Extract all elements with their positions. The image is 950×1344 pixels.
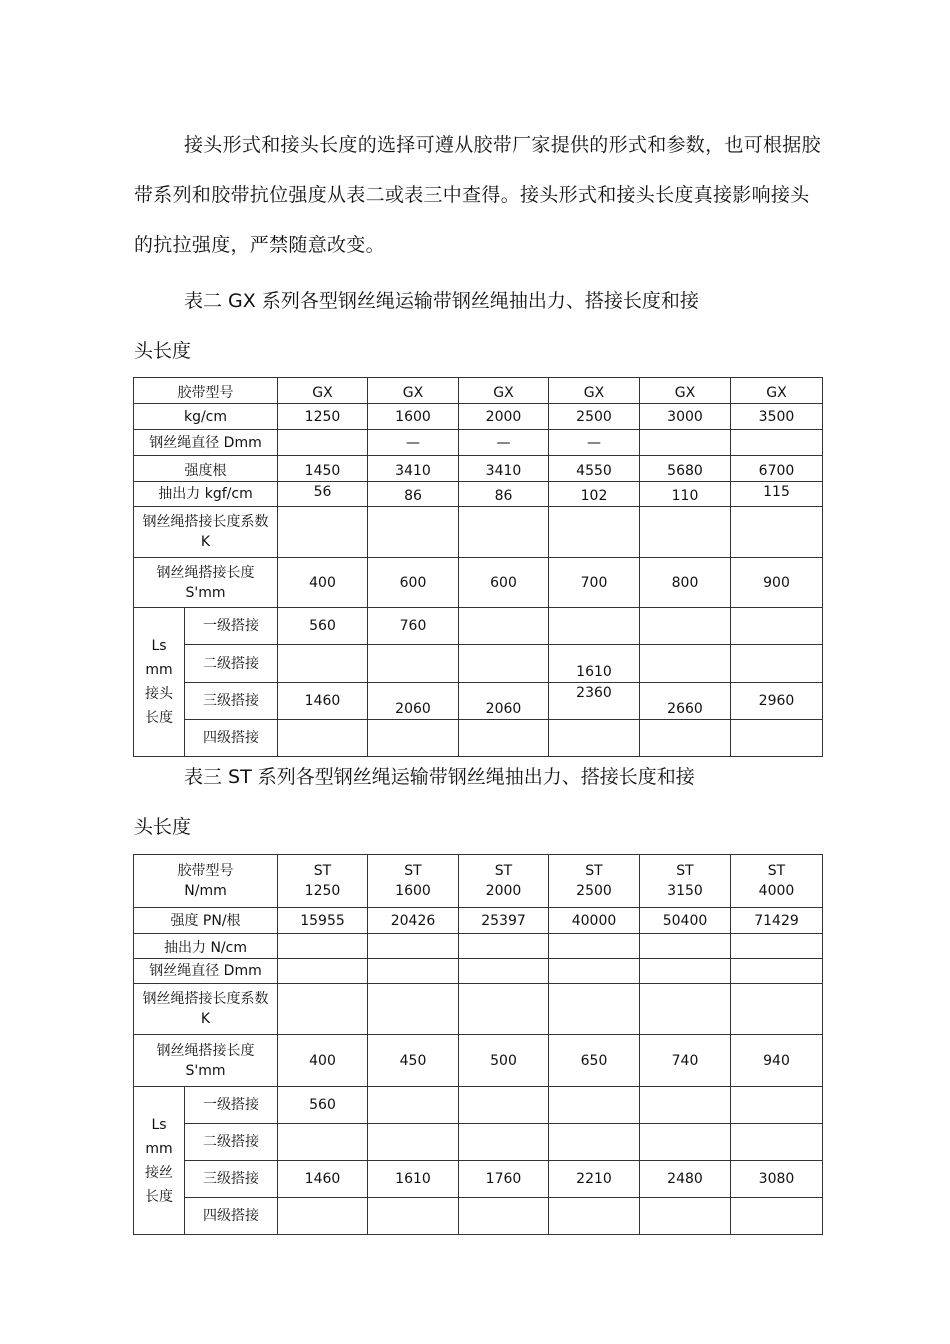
stage2-cell [640,1124,731,1161]
stage1-cell: 560 [278,1087,368,1124]
table-row [134,1198,823,1235]
stage1-cell [640,608,731,645]
stage2-cell [640,645,731,683]
pull-cell: 102 [549,482,640,507]
strength-cell: 1450 [278,456,368,482]
overlap-cell: 600 [459,558,549,608]
model-cell [459,855,549,908]
overlap-label-line1: 钢丝绳搭接长度 [156,564,255,581]
pull-cell [640,934,731,959]
k-cell [278,507,368,558]
diameter-label: 钢丝绳直径 Dmm [134,959,278,984]
group-label-line: 长度 [145,710,173,726]
table3 [133,854,823,1235]
strength-cell: 6700 [731,456,823,482]
stage3-cell: 2060 [368,683,459,720]
stage1-cell [549,1087,640,1124]
series-text: ST [494,863,513,879]
group-label-line: 长度 [145,1188,173,1205]
strength-cell: 71429 [731,908,823,934]
overlap-cell: 740 [640,1035,731,1087]
stage3-cell: 1760 [459,1161,549,1198]
strength-cell: 5680 [640,456,731,482]
stage4-cell [731,1198,823,1235]
series-cell: GX [731,378,823,404]
k-cell [368,984,459,1035]
table3-caption [134,752,824,852]
table-row [134,984,823,1035]
k-cell [368,507,459,558]
stage3-cell: 2360 [549,683,640,720]
stage2-label: 二级搭接 [185,1124,278,1161]
stage3-cell: 2960 [731,683,823,720]
model-cell [278,855,368,908]
series-text: ST [676,863,694,879]
table-row [134,1161,823,1198]
table-row [134,482,823,507]
overlap-cell: 600 [368,558,459,608]
stage4-cell [731,720,823,757]
stage4-label: 四级搭接 [185,720,278,757]
model-cell [731,855,823,908]
stage2-cell [278,1124,368,1161]
stage1-cell [731,608,823,645]
diameter-cell [459,959,549,984]
stage2-cell [459,645,549,683]
intro-paragraph [134,120,824,270]
stage3-cell: 2480 [640,1161,731,1198]
table3-caption-line1: 表三 ST 系列各型钢丝绳运输带钢丝绳抽出力、搭接长度和接 [184,766,695,788]
overlap-cell: 450 [368,1035,459,1087]
pull-cell: 115 [731,482,823,507]
table-row [134,1035,823,1087]
stage1-cell [549,608,640,645]
diameter-cell [549,959,640,984]
table-row [134,404,823,430]
overlap-cell: 650 [549,1035,640,1087]
table2-caption [134,276,824,376]
overlap-cell: 700 [549,558,640,608]
diameter-cell [731,430,823,456]
overlap-label-line2: S'mm [185,584,226,601]
strength-cell: 50400 [640,908,731,934]
stage1-label: 一级搭接 [185,1087,278,1124]
overlap-label [134,1035,278,1087]
table-row [134,908,823,934]
pull-cell [368,934,459,959]
k-cell [640,984,731,1035]
stage1-cell [640,1087,731,1124]
model-cell: 2000 [459,404,549,430]
model-cell [368,855,459,908]
model-cell: 1250 [278,404,368,430]
k-cell [549,984,640,1035]
model-text: 2500 [576,883,612,899]
table-row [134,855,823,908]
group-label-line: 接丝 [145,1164,173,1181]
model-text: 1250 [304,883,341,899]
stage4-cell [549,720,640,757]
series-text: ST [585,863,603,879]
strength-label: 强度 PN/根 [134,908,278,934]
stage4-cell [640,720,731,757]
table2-caption-line2: 头长度 [134,340,192,362]
diameter-cell [368,959,459,984]
pull-cell: 110 [640,482,731,507]
table-row [134,683,823,720]
stage4-label: 四级搭接 [185,1198,278,1235]
overlap-cell: 940 [731,1035,823,1087]
stage4-cell [459,1198,549,1235]
stage4-cell [278,720,368,757]
stage4-cell [368,720,459,757]
stage3-cell: 1610 [368,1161,459,1198]
table2-caption-line1: 表二 GX 系列各型钢丝绳运输带钢丝绳抽出力、搭接长度和接 [184,290,699,312]
k-label: 钢丝绳搭接长度系数 K [134,507,278,558]
series-cell: GX [549,378,640,404]
intro-text: 接头形式和接头长度的选择可遵从胶带厂家提供的形式和参数，也可根据胶带系列和胶带抗位强度从表二或表三中查得。接头形式和接头长度真接影响接头的抗拉强度，严禁随意改变。 [134,134,821,256]
stage1-cell [459,608,549,645]
stage3-cell: 1460 [278,683,368,720]
table-row [134,1124,823,1161]
pull-cell: 56 [278,482,368,507]
group-label-line: Ls [151,638,167,654]
stage4-cell [459,720,549,757]
overlap-label-line2: S'mm [185,1062,226,1079]
group-label-line: mm [145,1140,173,1157]
diameter-cell [731,959,823,984]
stage3-label: 三级搭接 [185,1161,278,1198]
table-row [134,959,823,984]
header-label [134,855,278,908]
model-cell: 2500 [549,404,640,430]
diameter-cell: — [549,430,640,456]
strength-cell: 15955 [278,908,368,934]
strength-cell: 3410 [368,456,459,482]
table2 [133,377,823,757]
model-text: 4000 [758,883,795,899]
series-cell: GX [368,378,459,404]
model-cell: 3500 [731,404,823,430]
overlap-label [134,558,278,608]
stage2-cell [731,1124,823,1161]
stage1-cell: 760 [368,608,459,645]
pull-cell: 86 [459,482,549,507]
table-row [134,378,823,404]
stage1-label: 一级搭接 [185,608,278,645]
stage1-cell [368,1087,459,1124]
model-cell [549,855,640,908]
k-cell [731,507,823,558]
stage3-cell: 1460 [278,1161,368,1198]
stage4-cell [640,1198,731,1235]
joint-length-group-label [134,608,185,757]
group-label-line: Ls [151,1116,167,1133]
stage1-cell: 560 [278,608,368,645]
strength-cell: 25397 [459,908,549,934]
diameter-cell [278,430,368,456]
stage3-cell: 2210 [549,1161,640,1198]
table-row [134,558,823,608]
table-row [134,934,823,959]
table-row [134,1087,823,1124]
pull-cell [549,934,640,959]
table3-caption-line2: 头长度 [134,816,192,838]
pull-label: 抽出力 N/cm [134,934,278,959]
series-text: ST [313,863,332,879]
group-label-line: mm [145,662,173,678]
k-cell [459,507,549,558]
header-label-line1: 胶带型号 [177,863,234,879]
diameter-cell [640,430,731,456]
k-label: 钢丝绳搭接长度系数 K [134,984,278,1035]
model-cell: 3000 [640,404,731,430]
strength-cell: 20426 [368,908,459,934]
stage2-cell [459,1124,549,1161]
pull-cell [731,934,823,959]
series-cell: GX [640,378,731,404]
stage1-cell [731,1087,823,1124]
table-row [134,456,823,482]
unit-label: kg/cm [134,404,278,430]
series-text: ST [767,863,786,879]
series-cell: GX [459,378,549,404]
stage3-label: 三级搭接 [185,683,278,720]
pull-label: 抽出力 kgf/cm [134,482,278,507]
stage4-cell [549,1198,640,1235]
stage2-label: 二级搭接 [185,645,278,683]
model-cell [640,855,731,908]
overlap-cell: 800 [640,558,731,608]
stage2-cell [278,645,368,683]
stage2-cell [368,1124,459,1161]
strength-cell: 4550 [549,456,640,482]
diameter-cell [278,959,368,984]
overlap-cell: 400 [278,1035,368,1087]
stage4-cell [368,1198,459,1235]
strength-cell: 40000 [549,908,640,934]
series-text: ST [404,863,422,879]
diameter-label: 钢丝绳直径 Dmm [134,430,278,456]
k-cell [640,507,731,558]
model-cell: 1600 [368,404,459,430]
diameter-cell: — [459,430,549,456]
diameter-cell [640,959,731,984]
overlap-label-line1: 钢丝绳搭接长度 [156,1042,255,1059]
table-row [134,645,823,683]
stage3-cell: 3080 [731,1161,823,1198]
k-cell [459,984,549,1035]
k-cell [278,984,368,1035]
pull-cell: 86 [368,482,459,507]
model-text: 3150 [667,883,703,899]
strength-label: 强度根 [134,456,278,482]
overlap-cell: 400 [278,558,368,608]
diameter-cell: — [368,430,459,456]
group-label-line: 接头 [145,686,173,702]
overlap-cell: 900 [731,558,823,608]
header-label: 胶带型号 [134,378,278,404]
table-row [134,608,823,645]
pull-cell [278,934,368,959]
joint-length-group-label [134,1087,185,1235]
strength-cell: 3410 [459,456,549,482]
overlap-cell: 500 [459,1035,549,1087]
stage3-cell: 2060 [459,683,549,720]
k-cell [549,507,640,558]
stage2-cell [731,645,823,683]
pull-cell [459,934,549,959]
table-row [134,720,823,757]
stage2-cell: 1610 [549,645,640,683]
table-row [134,430,823,456]
stage2-cell [549,1124,640,1161]
model-text: 2000 [485,883,522,899]
stage4-cell [278,1198,368,1235]
stage1-cell [459,1087,549,1124]
stage2-cell [368,645,459,683]
header-label-line2: N/mm [184,883,227,899]
stage3-cell: 2660 [640,683,731,720]
model-text: 1600 [395,883,431,899]
series-cell: GX [278,378,368,404]
table-row [134,507,823,558]
k-cell [731,984,823,1035]
